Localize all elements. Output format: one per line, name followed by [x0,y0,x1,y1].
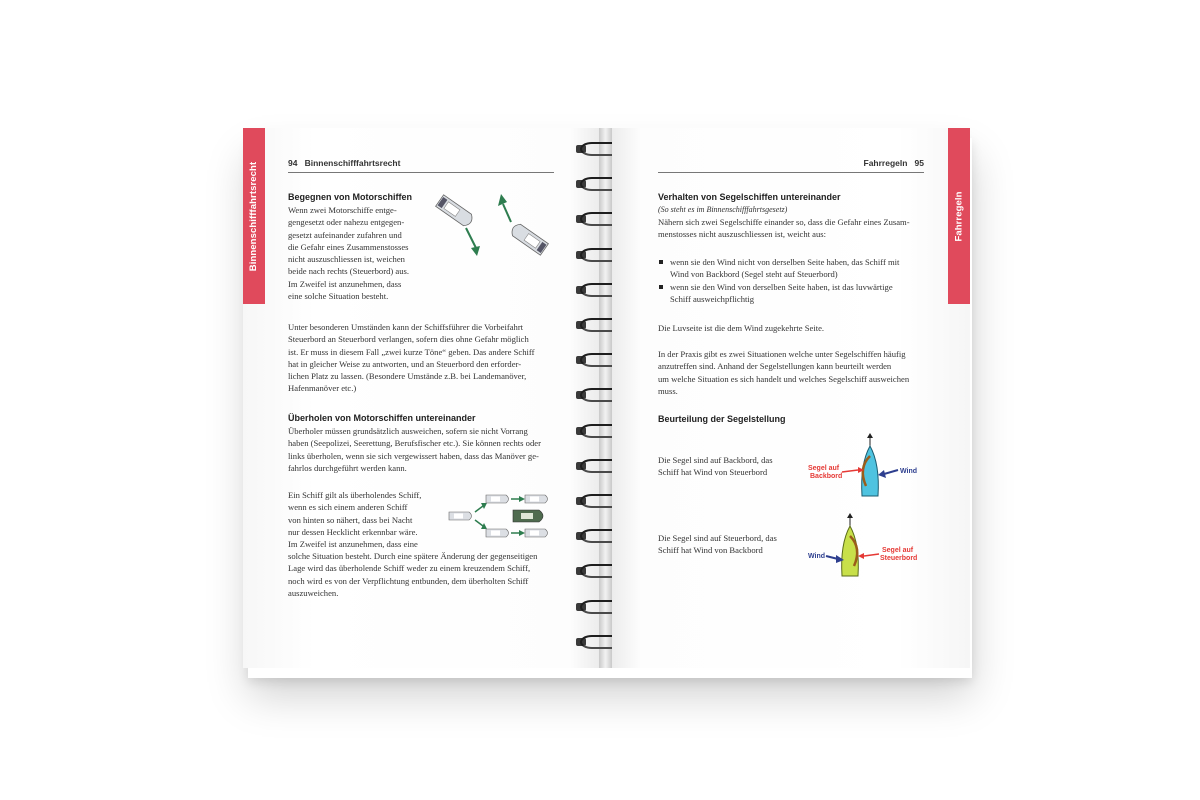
section-title-begegnen: Begegnen von Motorschiffen [288,192,413,202]
text-case2: Die Segel sind auf Steuerbord, das Schiff hat Wind von Backbord [658,533,777,556]
section-title-ueberholen: Überholen von Motorschiffen untereinander [288,413,476,423]
header-title: Fahrregeln [863,158,908,168]
text-segelschiffe: Nähern sich zwei Segelschiffe einander so, dass die Gefahr eines Zusam- menstosses nicht auszuschliessen ist, weicht aus: [658,217,910,240]
text-verpflichtung: solche Situation besteht. Durch eine spätere Änderung der gegenseitigen Lage wird das überholende Schiff weder zu einem kreuzendem Schiff, noch wird es von der Verpflichtung entbunden, dem überholten Schiff auszuweichen. [288,551,538,598]
chapter-tab [243,128,265,304]
sail-label: Backbord [810,473,843,480]
bullet-item: wenn sie den Wind nicht von derselben Seite haben, das Schiff mit Wind von Backbord (Segel steht auf Steuerbord) [658,256,924,281]
page-header [658,158,924,173]
subtitle-gesetz: (So steht es im Binnenschifffahrtsgesetz) [658,205,788,214]
text-case1: Die Segel sind auf Backbord, das Schiff hat Wind von Steuerbord [658,455,773,478]
chapter-tab [948,128,970,304]
meeting-ships-illustration [431,190,556,270]
section-title-segelschiffe: Verhalten von Segelschiffen untereinander [658,192,841,202]
left-page [243,128,599,668]
header-right [864,158,925,168]
wind-label: Wind [900,468,918,475]
text-luvseite: Die Luvseite ist die dem Wind zugekehrte Seite. [658,323,825,333]
text-praxis: In der Praxis gibt es zwei Situationen welche unter Segelschiffen häufig anzutreffen sind. Anhand der Segelstellungen kann beurteilt werden um welche Situation es sich handelt und welches Segelschiff ausweichen muss. [658,349,910,396]
page-number: 95 [914,158,924,168]
bullet-list [658,256,924,305]
text-hecklicht: Ein Schiff gilt als überholendes Schiff, wenn es sich einem anderen Schiff von hinten so nähert, dass bei Nacht nur dessen Hecklicht erkennbar wäre. Im Zweifel ist anzunehmen, dass eine [288,490,422,550]
sail-diagram-steuerbord [802,514,932,584]
text-umstaende: Unter besonderen Umständen kann der Schiffsführer die Vorbeifahrt Steuerbord an Steuerbord verlangen, sofern dies ohne Gefahr möglich ist. Er muss in diesem Fall „zwei kurze Töne“ geben. Das andere Schiff hat in gleicher Weise zu antworten, und an Steuerbord den erforder- lichen Platz zu lassen. (Besondere Umstände z.B. bei Landemanöver, Hafenmanöver etc.) [288,322,535,394]
right-page [612,128,970,668]
chapter-tab-label: Binnenschifffahrtsrecht [248,161,260,271]
page-header [288,158,554,173]
sail-label: Segel auf [882,547,914,554]
sail-label: Steuerbord [880,555,918,562]
wind-label: Wind [808,553,826,560]
sail-label: Segel auf [808,465,840,472]
header-left [288,158,400,168]
text-ueberholen: Überholer müssen grundsätzlich ausweichen, sofern sie nicht Vorrang haben (Seepolizei, Seerettung, Berufsfischer etc.). Sie können rechts oder links überholen, wenn sie sich vergewissert haben, dass das Manöver ge- fahrlos durchgeführt werden kann. [288,426,541,473]
section-title-beurteilung: Beurteilung der Segelstellung [658,414,786,424]
text-begegnen: Wenn zwei Motorschiffe entge- gengesetzt oder nahezu entgegen- gesetzt aufeinander zufahren und die Gefahr eines Zusammenstosses nicht auszuschliessen ist, weichen beide nach rechts (Steuerbord) aus. Im Zweifel ist anzunehmen, dass eine solche Situation besteht. [288,205,409,302]
bullet-item: wenn sie den Wind von derselben Seite haben, ist das luvwärtige Schiff ausweichpflichtig [658,281,924,306]
header-title: Binnenschifffahrtsrecht [304,158,401,168]
chapter-tab-label: Fahrregeln [953,190,965,242]
overtaking-ships-illustration [443,484,555,544]
page-number: 94 [288,158,298,168]
sail-diagram-backbord [802,434,932,504]
